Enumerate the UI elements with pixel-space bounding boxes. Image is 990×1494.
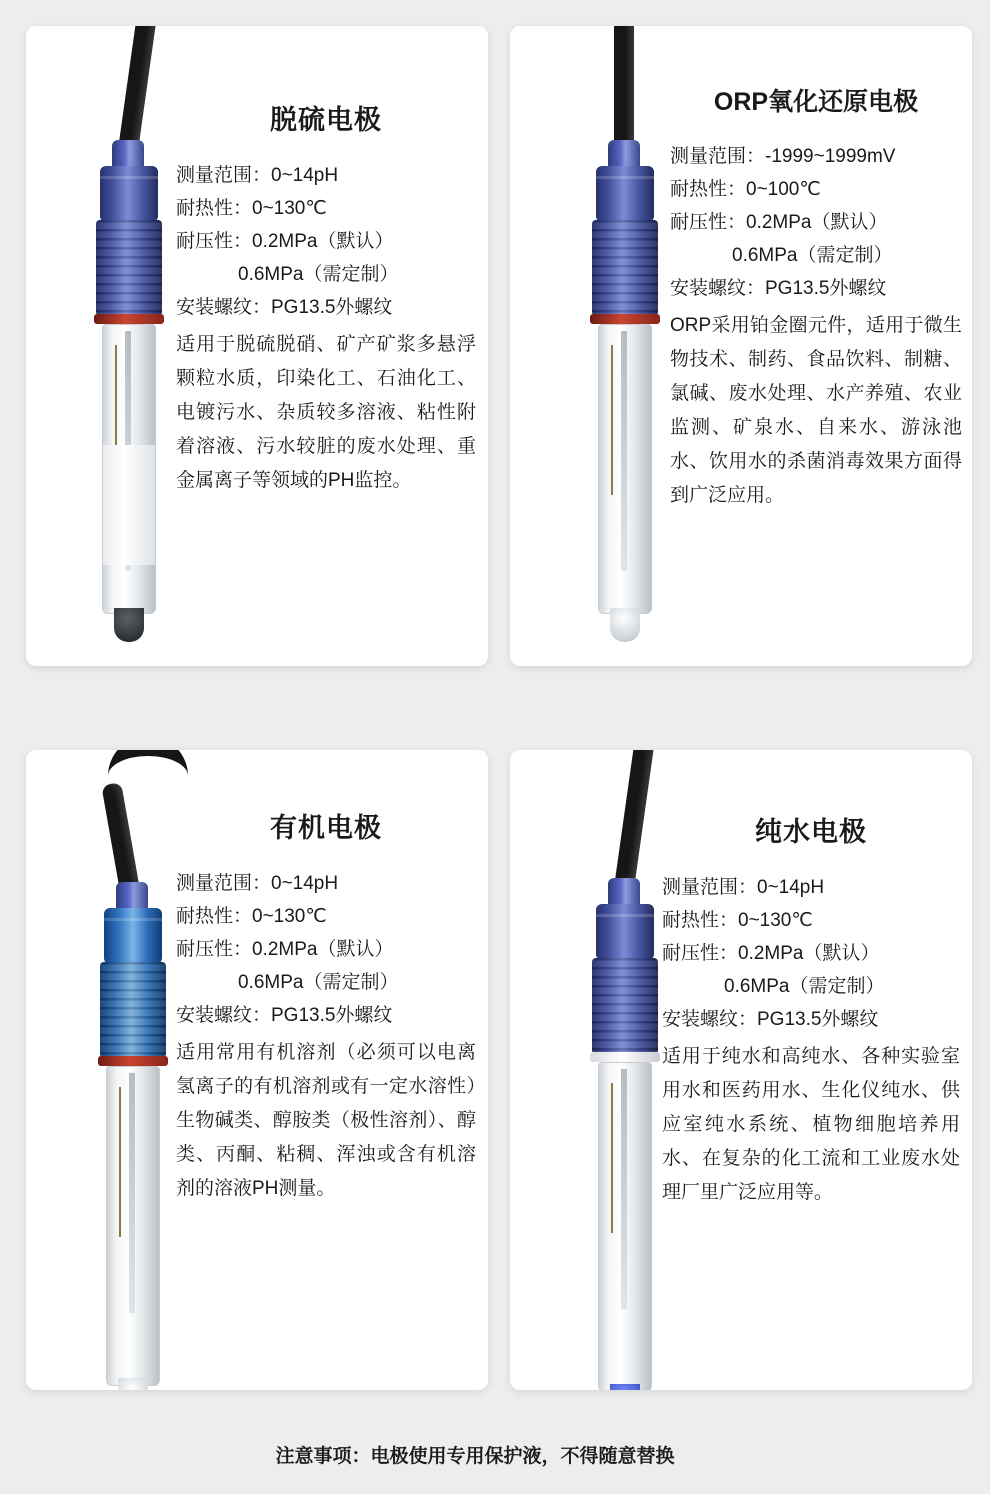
internal-rod [621,1069,627,1309]
electrode-cap [104,908,162,964]
electrode-tip [114,608,144,642]
spec-mounting-thread: 安装螺纹：PG13.5外螺纹 [176,297,393,318]
card-title: ORP氧化还原电极 [713,88,919,116]
cable-icon [614,26,634,150]
spec-pressure-resistance: 耐压性：0.2MPa（默认） [670,212,888,233]
card-description: 适用常用有机溶剂（必须可以电离氢离子的有机溶剂或有一定水溶性）生物碱类、醇胺类（极性溶剂）、醇类、丙酮、粘稠、浑浊或含有机溶剂的溶液PH测量。 [176,1042,476,1199]
cable-icon [118,26,159,151]
spec-measuring-range: 测量范围：0~14pH [176,873,339,894]
spec-mounting-thread: 安装螺纹：PG13.5外螺纹 [670,278,887,299]
product-card-grid [26,26,964,1390]
internal-rod [621,331,627,571]
card-description: ORP采用铂金圈元件，适用于微生物技术、制药、食品饮料、制糖、氯碱、废水处理、水产养殖、农业监测、矿泉水、自来水、游泳池水、饮用水的杀菌消毒效果方面得到广泛应用。 [670,315,962,506]
white-sleeve [103,445,155,565]
electrode-glass-body [598,1062,652,1390]
internal-rod [129,1073,135,1313]
electrode-thread-body [96,220,162,316]
spec-heat-resistance: 耐热性：0~130℃ [662,910,813,931]
card-content [670,26,962,513]
o-ring [590,314,660,324]
electrode-tip [118,1378,148,1390]
product-card-orp [510,26,972,666]
spec-pressure-resistance: 耐压性：0.2MPa（默认） [176,231,394,252]
electrode-thread-body [592,220,658,316]
footer-note: 注意事项：电极使用专用保护液，不得随意替换 [275,1446,675,1467]
o-ring [590,1052,660,1062]
spec-heat-resistance: 耐热性：0~100℃ [670,179,821,200]
electrode-cap [596,166,654,222]
card-description: 适用于脱硫脱硝、矿产矿浆多悬浮颗粒水质，印染化工、石油化工、电镀污水、杂质较多溶液、粘性附着溶液、污水较脏的废水处理、重金属离子等领域的PH监控。 [176,334,476,491]
electrode-glass-body [102,324,156,614]
spec-pressure-custom: 0.6MPa（需定制） [238,972,399,993]
electrode-cap [596,904,654,960]
internal-wire [611,1083,613,1233]
card-title: 有机电极 [270,813,382,843]
card-title: 纯水电极 [755,817,867,847]
spec-pressure-custom: 0.6MPa（需定制） [238,264,399,285]
spec-pressure-custom: 0.6MPa（需定制） [732,245,893,266]
electrode-tip [610,1384,640,1390]
spec-heat-resistance: 耐热性：0~130℃ [176,906,327,927]
o-ring [94,314,164,324]
spec-heat-resistance: 耐热性：0~130℃ [176,198,327,219]
electrode-cap [100,166,158,222]
electrode-tip [610,608,640,642]
internal-wire [119,1087,121,1237]
electrode-glass-body [106,1066,160,1386]
cable-icon [614,750,655,889]
product-card-pure-water [510,750,972,1390]
card-content [176,750,476,1206]
spec-pressure-resistance: 耐压性：0.2MPa（默认） [662,943,880,964]
spec-mounting-thread: 安装螺纹：PG13.5外螺纹 [662,1009,879,1030]
internal-wire [611,345,613,495]
electrode-thread-body [592,958,658,1054]
spec-pressure-custom: 0.6MPa（需定制） [724,976,885,997]
spec-pressure-resistance: 耐压性：0.2MPa（默认） [176,939,394,960]
electrode-thread-body [100,962,166,1058]
card-title: 脱硫电极 [270,105,382,135]
product-card-organic [26,750,488,1390]
electrode-glass-body [598,324,652,614]
spec-mounting-thread: 安装螺纹：PG13.5外螺纹 [176,1005,393,1026]
o-ring [98,1056,168,1066]
card-content [176,26,476,498]
product-card-desulfurization [26,26,488,666]
card-description: 适用于纯水和高纯水、各种实验室用水和医药用水、生化仪纯水、供应室纯水系统、植物细胞培养用水、在复杂的化工流和工业废水处理厂里广泛应用等。 [662,1046,960,1203]
spec-measuring-range: 测量范围：-1999~1999mV [670,146,896,167]
spec-measuring-range: 测量范围：0~14pH [662,877,825,898]
card-content [662,750,960,1210]
spec-measuring-range: 测量范围：0~14pH [176,165,339,186]
